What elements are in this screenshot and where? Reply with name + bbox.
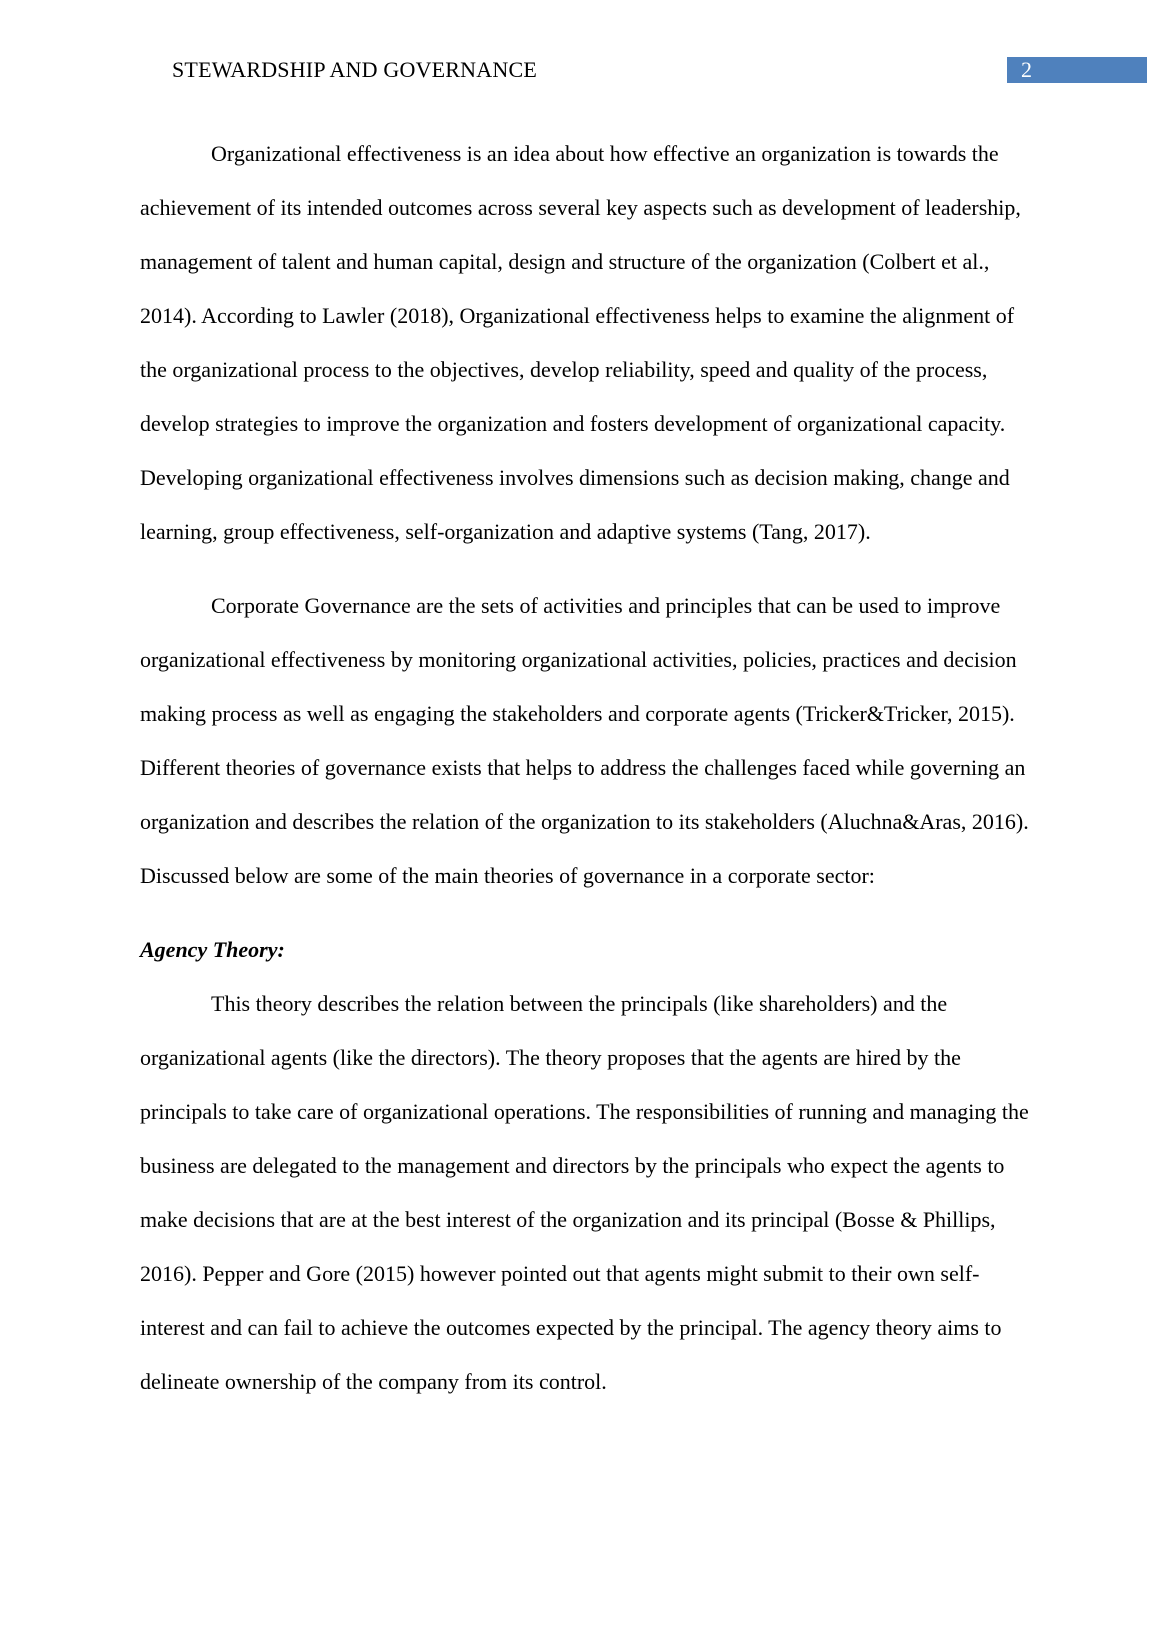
running-header-title: STEWARDSHIP AND GOVERNANCE xyxy=(172,57,537,82)
paragraph-corporate-governance: Corporate Governance are the sets of activities and principles that can be used to improve organizational effectiveness by monitoring organizational activities, policies, practices and decision making process as well as engaging the stakeholders and corporate agents (Tricker&Tricker, 2015). Different theories of governance exists that helps to address the challenges faced while governing an organization and describes the relation of the organization to its stakeholders (Aluchna&Aras, 2016). Discussed below are some of the main theories of governance in a corporate sector: xyxy=(140,593,1029,888)
page-number-badge xyxy=(1007,57,1147,83)
paragraph-organizational-effectiveness: Organizational effectiveness is an idea about how effective an organization is towards the achievement of its intended outcomes across several key aspects such as development of leadership, management of talent and human capital, design and structure of the organization (Colbert et al., 2014). According to Lawler (2018), Organizational effectiveness helps to examine the alignment of the organizational process to the objectives, develop reliability, speed and quality of the process, develop strategies to improve the organization and fosters development of organizational capacity. Developing organizational effectiveness involves dimensions such as decision making, change and learning, group effectiveness, self-organization and adaptive systems (Tang, 2017). xyxy=(140,141,1021,544)
document-body xyxy=(140,127,1040,1409)
page-number: 2 xyxy=(1021,57,1032,82)
paragraph-agency-theory: This theory describes the relation between the principals (like shareholders) and the organizational agents (like the directors). The theory proposes that the agents are hired by the principals to take care of organizational operations. The responsibilities of running and managing the business are delegated to the management and directors by the principals who expect the agents to make decisions that are at the best interest of the organization and its principal (Bosse & Phillips, 2016). Pepper and Gore (2015) however pointed out that agents might submit to their own self-interest and can fail to achieve the outcomes expected by the principal. The agency theory aims to delineate ownership of the company from its control. xyxy=(140,991,1029,1394)
section-heading-agency-theory: Agency Theory: xyxy=(140,937,285,962)
